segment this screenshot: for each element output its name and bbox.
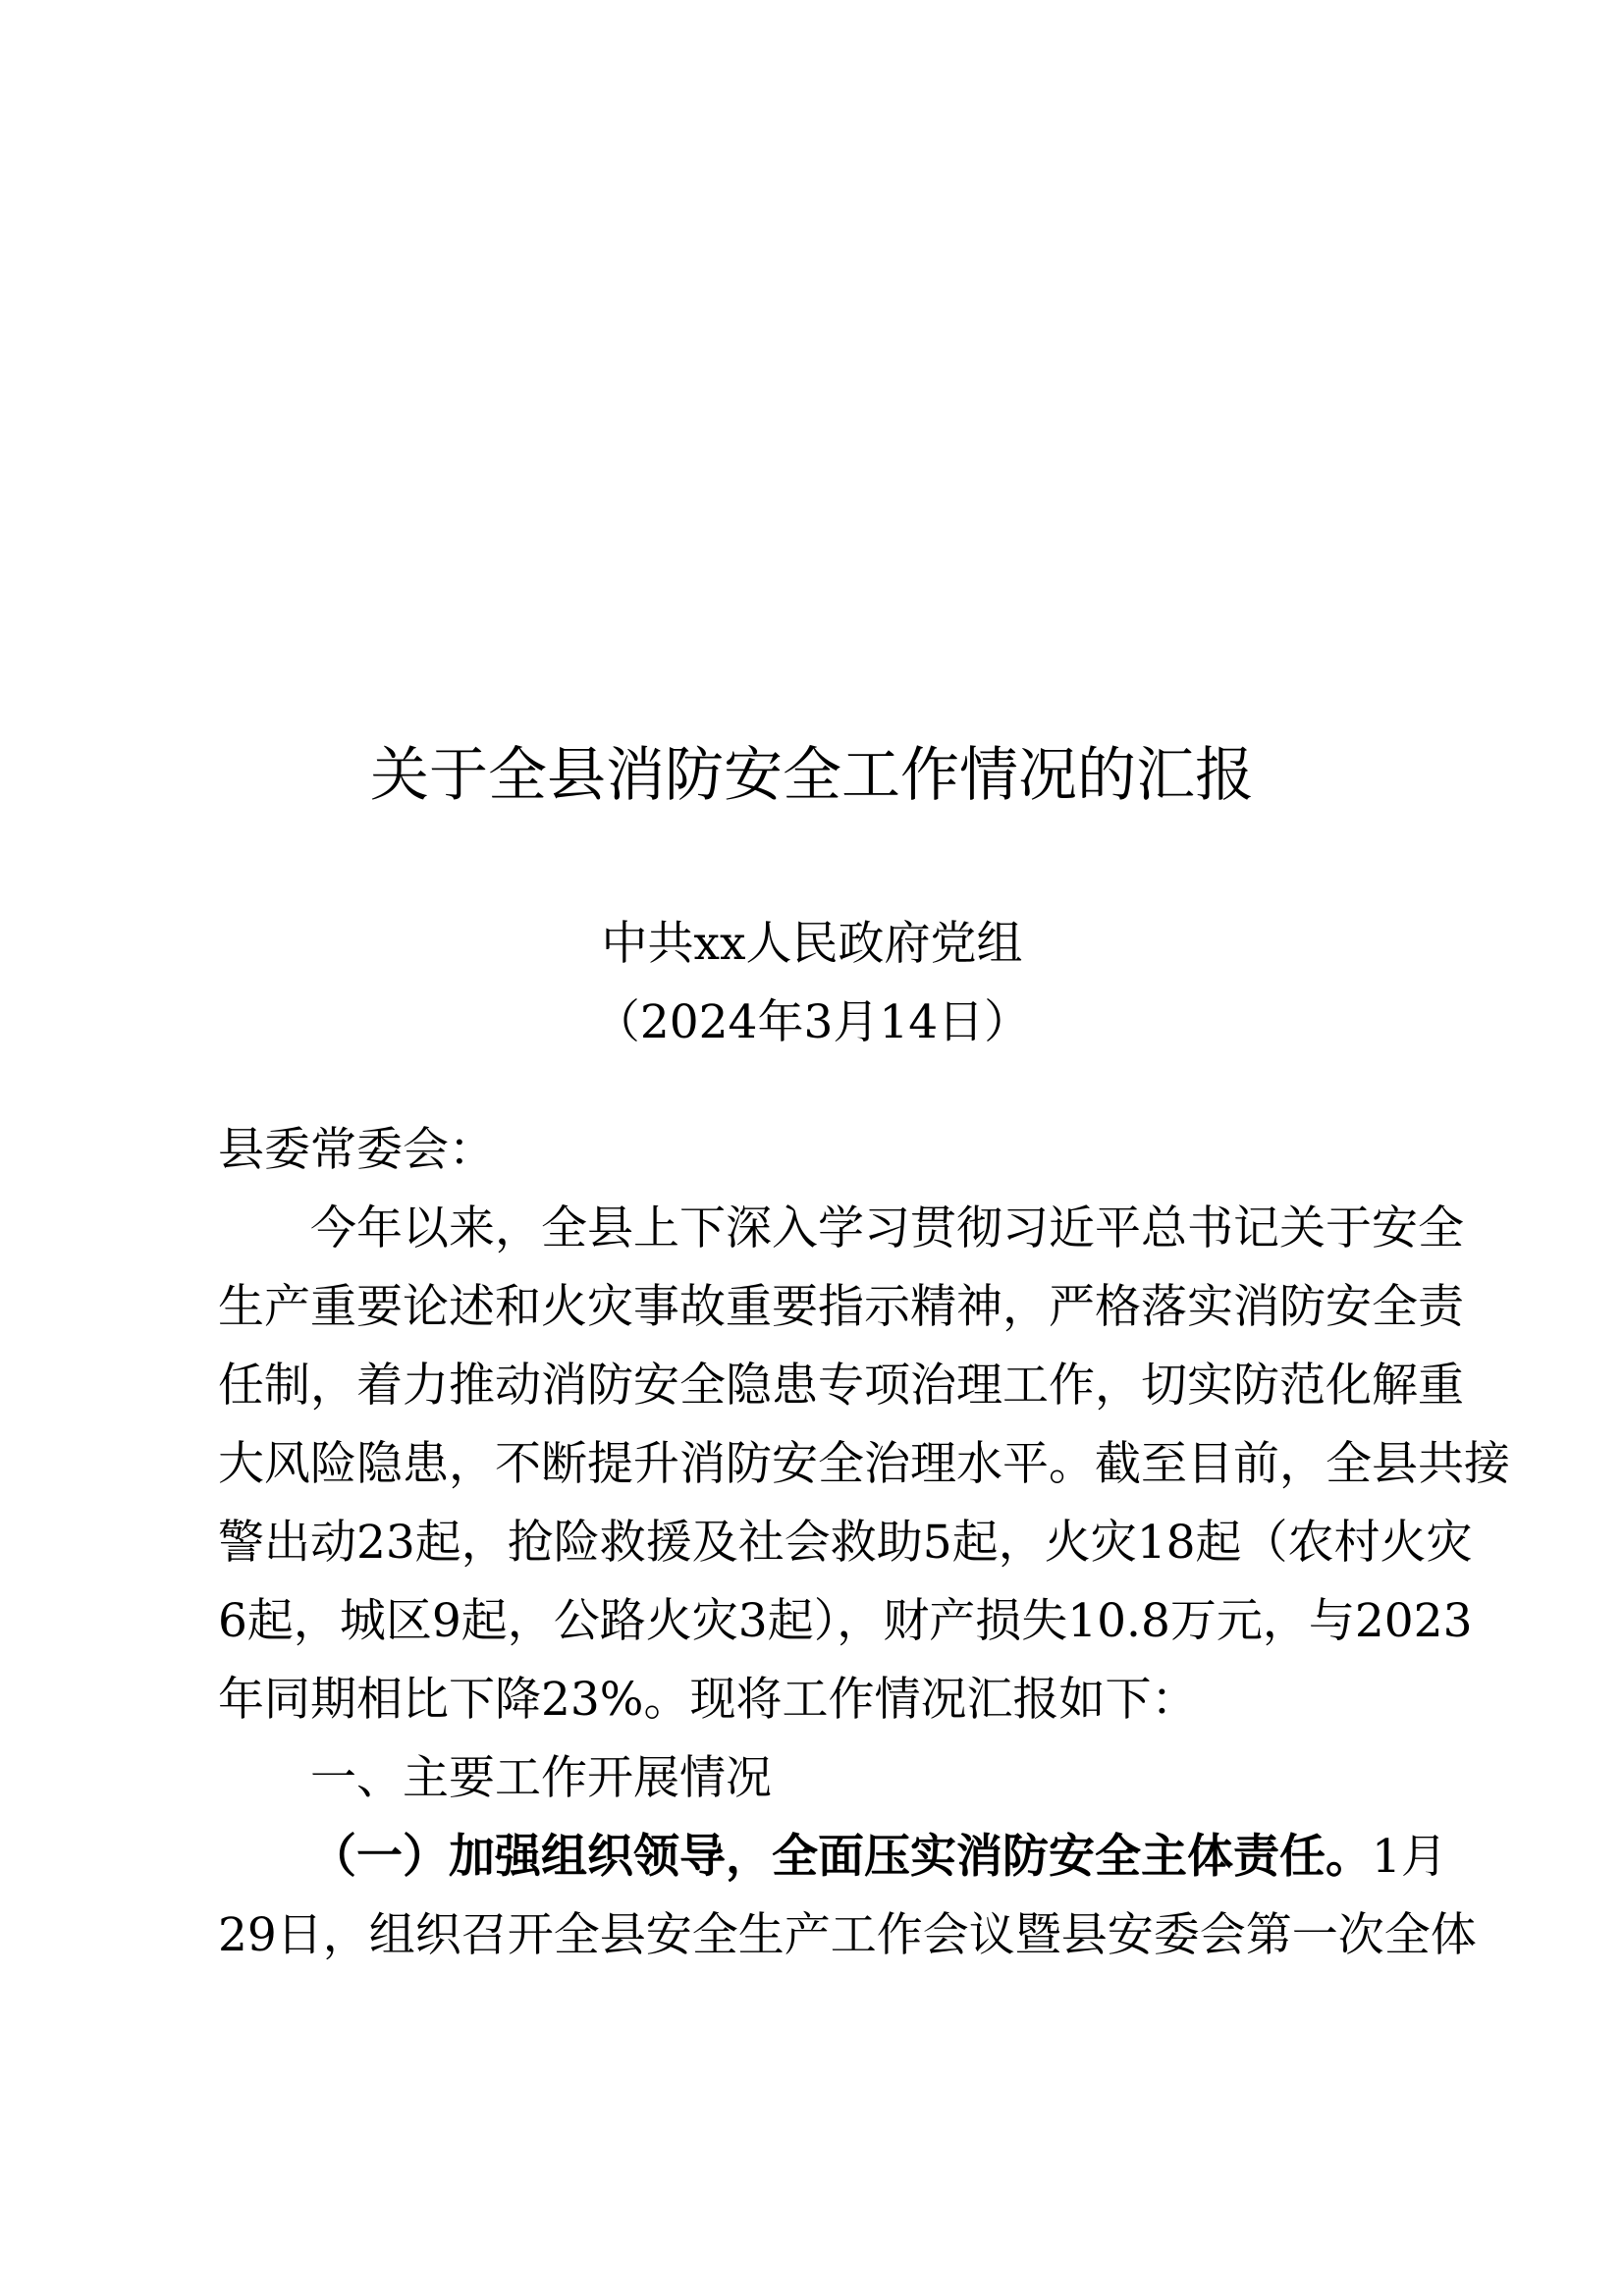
intro-line: 6起，城区9起，公路火灾3起），财产损失10.8万元，与2023 xyxy=(218,1594,1473,1648)
document-author: 中共xx人民政府党组 xyxy=(601,917,1023,971)
intro-line: 年同期相比下降23%。现将工作情况汇报如下： xyxy=(218,1673,1198,1727)
subsection-text: 1月 xyxy=(1372,1830,1447,1884)
spacer xyxy=(0,1062,1624,1111)
document-date: （2024年3月14日） xyxy=(593,995,1031,1049)
intro-line: 生产重要论述和火灾事故重要指示精神，严格落实消防安全责 xyxy=(218,1280,1464,1334)
intro-line: 警出动23起，抢险救援及社会救助5起，火灾18起（农村火灾 xyxy=(218,1516,1473,1570)
subsection-line: 29日，组织召开全县安全生产工作会议暨县安委会第一次全体 xyxy=(218,1908,1477,1962)
intro-line: 任制，着力推动消防安全隐患专项治理工作，切实防范化解重 xyxy=(218,1359,1464,1413)
spacer xyxy=(0,823,1624,905)
subsection-bold-heading: （一）加强组织领导，全面压实消防安全主体责任。 xyxy=(310,1830,1372,1884)
document-title: 关于全县消防安全工作情况的汇报 xyxy=(370,741,1254,810)
subsection-first-line xyxy=(310,1818,1624,1896)
intro-line: 大风险隐患，不断提升消防安全治理水平。截至目前，全县共接 xyxy=(218,1437,1510,1491)
salutation: 县委常委会： xyxy=(218,1123,495,1177)
intro-line: 今年以来，全县上下深入学习贯彻习近平总书记关于安全 xyxy=(310,1201,1464,1255)
section-heading: 一、主要工作开展情况 xyxy=(310,1751,772,1805)
